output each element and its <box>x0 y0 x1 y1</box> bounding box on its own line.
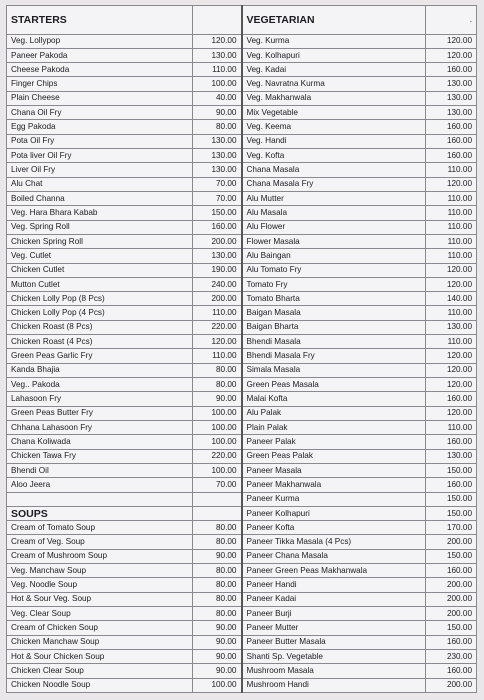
menu-row <box>7 678 477 692</box>
vegetarian-item-price: 130.00 <box>426 77 477 91</box>
vegetarian-item-price: 130.00 <box>426 449 477 463</box>
soup-item-name: Cream of Tomato Soup <box>7 521 193 535</box>
menu-row <box>7 592 477 606</box>
starter-item-name: Lahasoon Fry <box>7 392 193 406</box>
vegetarian-item-name: Mushroom Handi <box>242 678 426 692</box>
vegetarian-item-price: 200.00 <box>426 578 477 592</box>
menu-row <box>7 91 477 105</box>
vegetarian-item-name: Mix Vegetable <box>242 106 426 120</box>
vegetarian-item-name: Chana Masala Fry <box>242 177 426 191</box>
starter-item-name: Veg. Cutlet <box>7 249 193 263</box>
vegetarian-item-name: Mushroom Masala <box>242 664 426 678</box>
starter-item-name: Pota liver Oil Fry <box>7 149 193 163</box>
vegetarian-item-price: 160.00 <box>426 635 477 649</box>
vegetarian-item-name: Veg. Kurma <box>242 34 426 48</box>
menu-row <box>7 220 477 234</box>
starter-item-name: Veg. Spring Roll <box>7 220 193 234</box>
vegetarian-item-price: 150.00 <box>426 506 477 520</box>
starters-heading: STARTERS <box>7 6 193 35</box>
soup-item-name: Cream of Mushroom Soup <box>7 549 193 563</box>
vegetarian-item-price: 200.00 <box>426 607 477 621</box>
starter-item-name: Chhana Lahasoon Fry <box>7 420 193 434</box>
vegetarian-item-name: Green Peas Masala <box>242 378 426 392</box>
vegetarian-item-name: Paneer Palak <box>242 435 426 449</box>
menu-row <box>7 406 477 420</box>
blank-cell <box>193 492 242 506</box>
soup-item-price: 100.00 <box>193 678 242 692</box>
blank-cell <box>7 492 193 506</box>
vegetarian-heading: VEGETARIAN <box>242 6 426 35</box>
starter-item-name: Chana Oil Fry <box>7 106 193 120</box>
vegetarian-item-price: 150.00 <box>426 463 477 477</box>
vegetarian-item-price: 160.00 <box>426 564 477 578</box>
vegetarian-item-name: Paneer Burji <box>242 607 426 621</box>
menu-row <box>7 134 477 148</box>
menu-row <box>7 306 477 320</box>
soup-item-price: 80.00 <box>193 592 242 606</box>
menu-row <box>7 349 477 363</box>
menu-row <box>7 277 477 291</box>
vegetarian-item-price: 160.00 <box>426 435 477 449</box>
soup-item-name: Veg. Manchaw Soup <box>7 564 193 578</box>
soup-item-price: 80.00 <box>193 578 242 592</box>
starter-item-price: 100.00 <box>193 406 242 420</box>
starter-item-price: 130.00 <box>193 249 242 263</box>
starter-item-price: 150.00 <box>193 206 242 220</box>
soup-item-name: Veg. Noodle Soup <box>7 578 193 592</box>
menu-row <box>7 335 477 349</box>
starter-item-price: 110.00 <box>193 63 242 77</box>
starter-item-price: 120.00 <box>193 34 242 48</box>
soup-item-name: Cream of Chicken Soup <box>7 621 193 635</box>
starter-item-name: Alu Chat <box>7 177 193 191</box>
soup-item-price: 90.00 <box>193 549 242 563</box>
vegetarian-item-price: 200.00 <box>426 592 477 606</box>
vegetarian-item-price: 230.00 <box>426 649 477 663</box>
vegetarian-item-price: 170.00 <box>426 521 477 535</box>
starter-item-price: 110.00 <box>193 349 242 363</box>
vegetarian-item-name: Veg. Keema <box>242 120 426 134</box>
vegetarian-item-price: 140.00 <box>426 292 477 306</box>
starter-item-name: Liver Oil Fry <box>7 163 193 177</box>
vegetarian-item-price: 110.00 <box>426 249 477 263</box>
vegetarian-item-price: 110.00 <box>426 420 477 434</box>
starter-item-name: Finger Chips <box>7 77 193 91</box>
vegetarian-item-price: 150.00 <box>426 621 477 635</box>
starter-item-name: Chicken Spring Roll <box>7 234 193 248</box>
vegetarian-item-name: Alu Masala <box>242 206 426 220</box>
vegetarian-item-name: Paneer Masala <box>242 463 426 477</box>
vegetarian-item-name: Alu Tomato Fry <box>242 263 426 277</box>
soups-price-heading <box>193 506 242 520</box>
vegetarian-item-name: Alu Palak <box>242 406 426 420</box>
vegetarian-item-price: 120.00 <box>426 177 477 191</box>
vegetarian-item-price: 110.00 <box>426 206 477 220</box>
vegetarian-item-name: Alu Flower <box>242 220 426 234</box>
vegetarian-item-name: Veg. Makhanwala <box>242 91 426 105</box>
menu-row <box>7 378 477 392</box>
menu-row <box>7 607 477 621</box>
starter-item-price: 190.00 <box>193 263 242 277</box>
menu-row <box>7 292 477 306</box>
starter-item-name: Egg Pakoda <box>7 120 193 134</box>
starter-item-price: 100.00 <box>193 463 242 477</box>
starter-item-price: 100.00 <box>193 420 242 434</box>
menu-row <box>7 578 477 592</box>
vegetarian-item-price: 130.00 <box>426 106 477 120</box>
menu-row <box>7 392 477 406</box>
starter-item-price: 220.00 <box>193 449 242 463</box>
starter-item-name: Chana Koliwada <box>7 435 193 449</box>
soup-item-name: Cream of Veg. Soup <box>7 535 193 549</box>
vegetarian-item-name: Simala Masala <box>242 363 426 377</box>
starter-item-name: Bhendi Oil <box>7 463 193 477</box>
menu-row <box>7 363 477 377</box>
vegetarian-item-price: 160.00 <box>426 149 477 163</box>
vegetarian-item-name: Paneer Kofta <box>242 521 426 535</box>
menu-row <box>7 535 477 549</box>
vegetarian-item-price: 110.00 <box>426 335 477 349</box>
starter-item-price: 110.00 <box>193 306 242 320</box>
vegetarian-item-name: Plain Palak <box>242 420 426 434</box>
menu-row <box>7 249 477 263</box>
starter-item-name: Kanda Bhajia <box>7 363 193 377</box>
menu-row <box>7 521 477 535</box>
menu-row <box>7 77 477 91</box>
vegetarian-item-name: Bhendi Masala Fry <box>242 349 426 363</box>
vegetarian-item-name: Alu Baingan <box>242 249 426 263</box>
starter-item-price: 70.00 <box>193 191 242 205</box>
vegetarian-item-name: Paneer Handi <box>242 578 426 592</box>
vegetarian-item-name: Paneer Chana Masala <box>242 549 426 563</box>
menu-row <box>7 263 477 277</box>
starter-item-name: Chicken Cutlet <box>7 263 193 277</box>
menu-row <box>7 34 477 48</box>
menu-row <box>7 635 477 649</box>
starter-item-price: 90.00 <box>193 106 242 120</box>
starter-item-price: 220.00 <box>193 320 242 334</box>
starter-item-name: Green Peas Butter Fry <box>7 406 193 420</box>
vegetarian-item-price: 110.00 <box>426 306 477 320</box>
vegetarian-price-heading: . <box>426 6 477 35</box>
vegetarian-item-price: 160.00 <box>426 392 477 406</box>
starter-item-name: Chicken Roast (8 Pcs) <box>7 320 193 334</box>
starter-item-name: Veg. Hara Bhara Kabab <box>7 206 193 220</box>
vegetarian-item-name: Paneer Butter Masala <box>242 635 426 649</box>
vegetarian-item-name: Malai Kofta <box>242 392 426 406</box>
starter-item-price: 70.00 <box>193 177 242 191</box>
soups-heading: SOUPS <box>7 506 193 520</box>
starter-item-price: 130.00 <box>193 134 242 148</box>
starter-item-price: 130.00 <box>193 163 242 177</box>
menu-row <box>7 177 477 191</box>
vegetarian-item-name: Veg. Handi <box>242 134 426 148</box>
menu-row <box>7 191 477 205</box>
vegetarian-item-name: Paneer Green Peas Makhanwala <box>242 564 426 578</box>
soup-item-price: 80.00 <box>193 607 242 621</box>
menu-row <box>7 492 477 506</box>
menu-row <box>7 506 477 520</box>
soup-item-name: Chicken Manchaw Soup <box>7 635 193 649</box>
vegetarian-item-name: Bhendi Masala <box>242 335 426 349</box>
vegetarian-item-price: 150.00 <box>426 549 477 563</box>
vegetarian-item-price: 120.00 <box>426 48 477 62</box>
menu-row <box>7 63 477 77</box>
soup-item-price: 90.00 <box>193 635 242 649</box>
starter-item-price: 130.00 <box>193 48 242 62</box>
vegetarian-item-name: Veg. Kolhapuri <box>242 48 426 62</box>
starter-item-name: Chicken Lolly Pop (4 Pcs) <box>7 306 193 320</box>
vegetarian-item-price: 120.00 <box>426 378 477 392</box>
soup-item-name: Hot & Sour Veg. Soup <box>7 592 193 606</box>
vegetarian-item-name: Tomato Fry <box>242 277 426 291</box>
menu-row <box>7 48 477 62</box>
menu-row <box>7 163 477 177</box>
soup-item-price: 90.00 <box>193 649 242 663</box>
vegetarian-item-name: Chana Masala <box>242 163 426 177</box>
starter-item-price: 80.00 <box>193 120 242 134</box>
vegetarian-item-name: Veg. Kadai <box>242 63 426 77</box>
menu-row <box>7 120 477 134</box>
starter-item-price: 80.00 <box>193 378 242 392</box>
menu-row <box>7 463 477 477</box>
menu-row <box>7 149 477 163</box>
vegetarian-item-name: Paneer Tikka Masala (4 Pcs) <box>242 535 426 549</box>
menu-row <box>7 549 477 563</box>
menu-row <box>7 664 477 678</box>
vegetarian-item-price: 110.00 <box>426 191 477 205</box>
menu-row <box>7 234 477 248</box>
vegetarian-item-name: Green Peas Palak <box>242 449 426 463</box>
starter-item-name: Aloo Jeera <box>7 478 193 492</box>
vegetarian-item-name: Paneer Kurma <box>242 492 426 506</box>
vegetarian-item-name: Alu Mutter <box>242 191 426 205</box>
starter-item-name: Pota Oil Fry <box>7 134 193 148</box>
starter-item-name: Chicken Roast (4 Pcs) <box>7 335 193 349</box>
vegetarian-item-price: 200.00 <box>426 535 477 549</box>
vegetarian-item-name: Veg. Kofta <box>242 149 426 163</box>
starter-item-name: Paneer Pakoda <box>7 48 193 62</box>
starter-item-name: Boiled Channa <box>7 191 193 205</box>
soup-item-name: Chicken Noodle Soup <box>7 678 193 692</box>
menu-row <box>7 449 477 463</box>
vegetarian-item-price: 120.00 <box>426 277 477 291</box>
vegetarian-item-name: Paneer Kadai <box>242 592 426 606</box>
soup-item-price: 90.00 <box>193 621 242 635</box>
vegetarian-item-name: Veg. Navratna Kurma <box>242 77 426 91</box>
vegetarian-item-price: 130.00 <box>426 320 477 334</box>
soup-item-price: 80.00 <box>193 521 242 535</box>
vegetarian-item-price: 120.00 <box>426 363 477 377</box>
menu-body <box>7 6 477 693</box>
soup-item-name: Veg. Clear Soup <box>7 607 193 621</box>
starter-item-price: 100.00 <box>193 77 242 91</box>
vegetarian-item-price: 160.00 <box>426 134 477 148</box>
starter-item-name: Mutton Cutlet <box>7 277 193 291</box>
starter-item-name: Chicken Lolly Pop (8 Pcs) <box>7 292 193 306</box>
vegetarian-item-price: 110.00 <box>426 220 477 234</box>
starter-item-name: Veg. Lollypop <box>7 34 193 48</box>
starters-price-heading <box>193 6 242 35</box>
vegetarian-item-name: Paneer Kolhapuri <box>242 506 426 520</box>
soup-item-name: Chicken Clear Soup <box>7 664 193 678</box>
menu-row <box>7 564 477 578</box>
starter-item-price: 100.00 <box>193 435 242 449</box>
vegetarian-item-name: Paneer Makhanwala <box>242 478 426 492</box>
vegetarian-item-price: 130.00 <box>426 91 477 105</box>
menu-header-row <box>7 6 477 35</box>
vegetarian-item-price: 150.00 <box>426 492 477 506</box>
soup-item-price: 80.00 <box>193 535 242 549</box>
starter-item-name: Cheese Pakoda <box>7 63 193 77</box>
vegetarian-item-name: Tomato Bharta <box>242 292 426 306</box>
starter-item-price: 160.00 <box>193 220 242 234</box>
menu-row <box>7 649 477 663</box>
vegetarian-item-price: 110.00 <box>426 234 477 248</box>
vegetarian-item-name: Baigan Masala <box>242 306 426 320</box>
starter-item-price: 240.00 <box>193 277 242 291</box>
vegetarian-item-price: 110.00 <box>426 163 477 177</box>
vegetarian-item-price: 160.00 <box>426 63 477 77</box>
menu-row <box>7 420 477 434</box>
vegetarian-item-price: 160.00 <box>426 120 477 134</box>
vegetarian-item-price: 200.00 <box>426 678 477 692</box>
menu-table <box>6 5 477 693</box>
soup-item-price: 90.00 <box>193 664 242 678</box>
vegetarian-item-price: 120.00 <box>426 34 477 48</box>
vegetarian-item-price: 160.00 <box>426 478 477 492</box>
starter-item-price: 80.00 <box>193 363 242 377</box>
menu-row <box>7 435 477 449</box>
soup-item-price: 80.00 <box>193 564 242 578</box>
vegetarian-item-price: 120.00 <box>426 349 477 363</box>
starter-item-name: Plain Cheese <box>7 91 193 105</box>
starter-item-price: 120.00 <box>193 335 242 349</box>
starter-item-price: 200.00 <box>193 234 242 248</box>
vegetarian-item-name: Baigan Bharta <box>242 320 426 334</box>
vegetarian-item-price: 120.00 <box>426 263 477 277</box>
starter-item-name: Chicken Tawa Fry <box>7 449 193 463</box>
starter-item-name: Veg.. Pakoda <box>7 378 193 392</box>
vegetarian-item-name: Shanti Sp. Vegetable <box>242 649 426 663</box>
vegetarian-item-price: 160.00 <box>426 664 477 678</box>
vegetarian-item-price: 120.00 <box>426 406 477 420</box>
vegetarian-item-name: Paneer Mutter <box>242 621 426 635</box>
menu-row <box>7 206 477 220</box>
menu-row <box>7 320 477 334</box>
starter-item-price: 40.00 <box>193 91 242 105</box>
starter-item-price: 70.00 <box>193 478 242 492</box>
menu-row <box>7 621 477 635</box>
starter-item-price: 200.00 <box>193 292 242 306</box>
starter-item-name: Green Peas Garlic Fry <box>7 349 193 363</box>
soup-item-name: Hot & Sour Chicken Soup <box>7 649 193 663</box>
starter-item-price: 90.00 <box>193 392 242 406</box>
vegetarian-item-name: Flower Masala <box>242 234 426 248</box>
menu-row <box>7 478 477 492</box>
menu-row <box>7 106 477 120</box>
starter-item-price: 130.00 <box>193 149 242 163</box>
